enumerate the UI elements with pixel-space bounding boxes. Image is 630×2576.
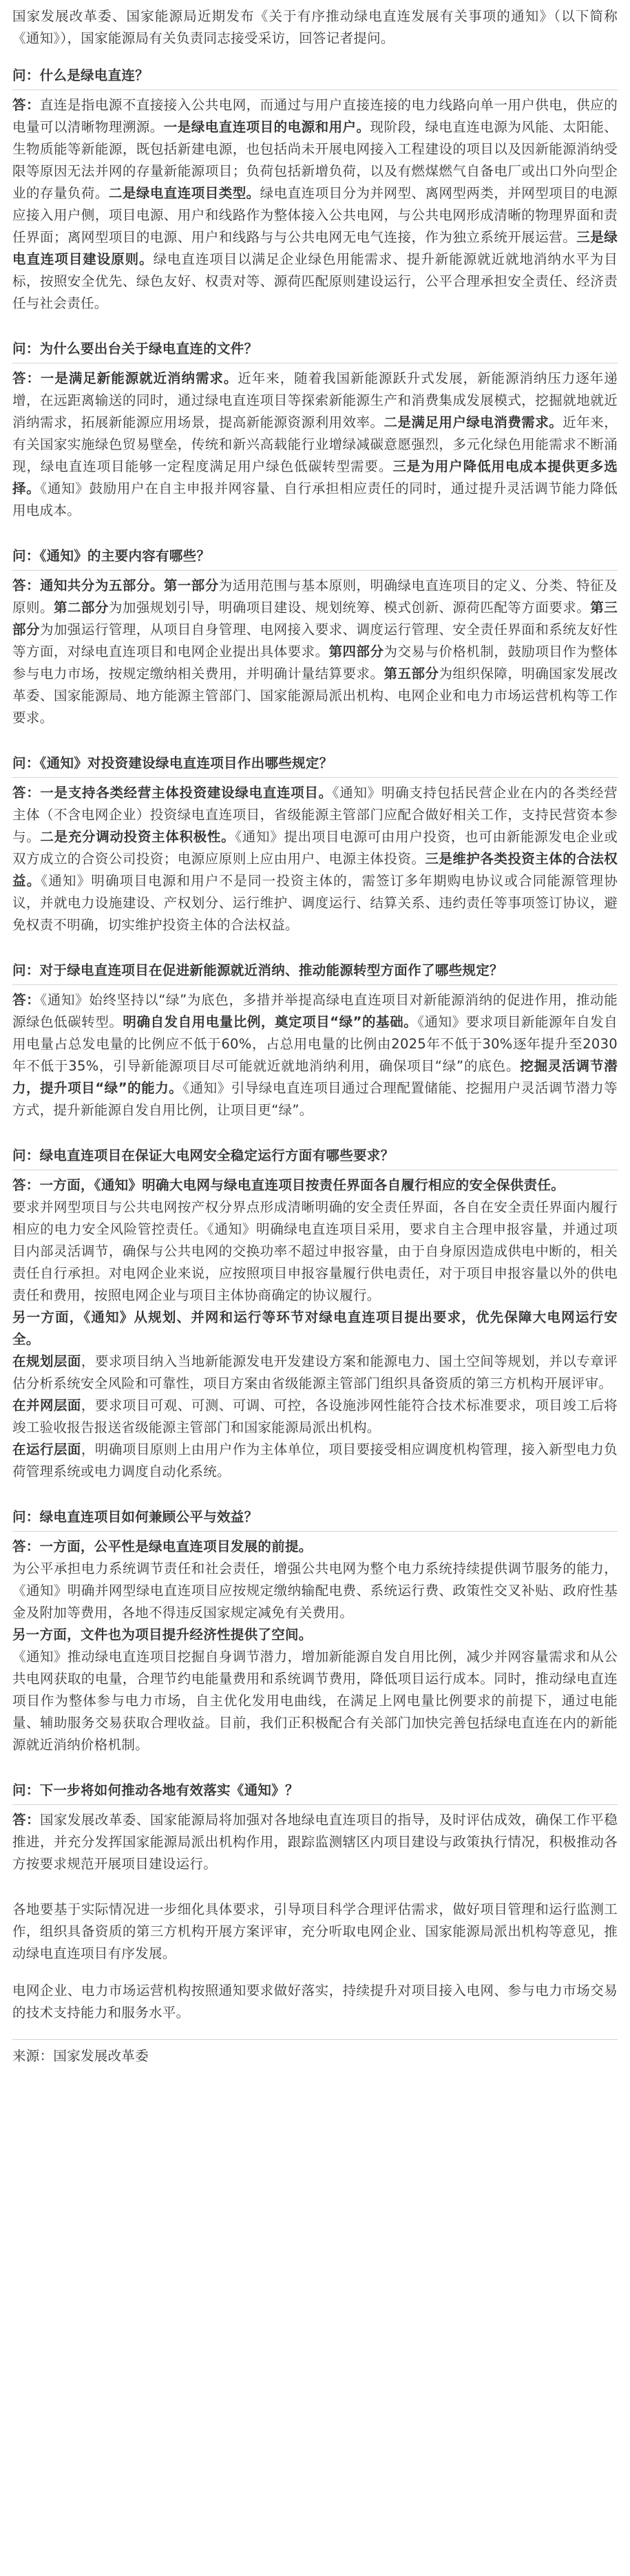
- answer-emphasis: 三是维护各类投资主体的合法权益。: [12, 851, 618, 889]
- source-text: 来源：国家发展改革委: [12, 2048, 149, 2064]
- qa-block: [12, 545, 618, 729]
- answer-text: ，明确项目原则上由用户作为主体单位，项目要接受相应调度机构管理，接入新型电力负荷管理系统或电力调度自动化系统。: [12, 1442, 618, 1479]
- answer-text: 《通知》推动绿电直连项目挖掘自身调节潜力，增加新能源自发自用比例，减少并网容量需求和从公共电网获取的电量，合理节约电能量费用和系统调节费用，降低项目运行成本。同时，推动绿电直连项目作为整体参与电力市场，自主优化发用电曲线，在满足上网电量比例要求的前提下，通过电能量、辅助服务交易获取合理收益。目前，我们正积极配合有关部门加快完善包括绿电直连在内的新能源就近消纳价格机制。: [12, 1649, 618, 1753]
- source-divider: [12, 2039, 618, 2040]
- answer-text: ，要求项目纳入当地新能源发电开发建设方案和能源电力、国土空间等规划，并以专章评估分析系统安全风险和可靠性，项目方案由省级能源主管部门组织具备资质的第三方机构开展评审。: [12, 1353, 618, 1391]
- answer-emphasis: 答：: [12, 785, 41, 801]
- answer-emphasis: 答：: [12, 97, 40, 113]
- closing-section: [12, 1899, 618, 2024]
- answer-paragraph: [12, 1307, 618, 1351]
- answer-emphasis: 第三部分: [12, 600, 618, 637]
- answer-emphasis: 另一方面，文件也为项目提升经济性提供了空间。: [12, 1627, 313, 1643]
- question-divider: [12, 1531, 618, 1532]
- answer-text: 为公平承担电力系统调节责任和社会责任，增强公共电网为整个电力系统持续提供调节服务的能力，《通知》明确并网型绿电直连项目应按规定缴纳输配电费、系统运行费、政策性交叉补贴、政府性基金及附加等费用，各地不得违反国家规定减免有关费用。: [12, 1561, 618, 1620]
- answer-text: 为适用范围与基本原则，明确绿电直连项目的定义、分类、特征及原则。: [12, 578, 618, 615]
- answer-paragraph: [12, 1536, 618, 1558]
- answer-emphasis: 答：: [12, 578, 40, 593]
- answer-text: 为加强规划引导，明确项目建设、规划统筹、模式创新、源荷匹配等方面要求。: [108, 600, 591, 615]
- answer-paragraph: [12, 1809, 618, 1875]
- answer-emphasis: 一是支持各类经营主体投资建设绿电直连项目。: [40, 785, 333, 801]
- answer-emphasis: 二是充分调动投资主体积极性。: [40, 829, 235, 845]
- answer-text: 《通知》要求项目新能源年自发自用电量占总发电量的比例应不低于60%，占总用电量的比例由2025年不低于30%逐年提升至2030年不低于35%，引导新能源项目尽可能就近就地消纳利用，确保项目“绿”的底色。: [12, 1014, 618, 1074]
- answer-text: 《通知》明确项目电源和用户不是同一投资主体的，需签订多年期购电协议或合同能源管理协议，并就电力设施建设、产权划分、运行维护、调度运行、结算关系、违约责任等事项签订协议，避免权责不明确，切实维护投资主体的合法权益。: [12, 873, 618, 933]
- answer-emphasis: 答：: [12, 1539, 40, 1554]
- answer-emphasis: 二是绿电直连项目类型。: [108, 185, 260, 201]
- answer-emphasis: 在运行层面: [12, 1442, 81, 1457]
- answer-emphasis: 三是绿电直连项目建设原则。: [12, 229, 618, 267]
- question-heading: 问：绿电直连项目在保证大电网安全稳定运行方面有哪些要求？: [12, 1148, 395, 1163]
- qa-block: [12, 65, 618, 315]
- answer-emphasis: 明确自发自用电量比例，奠定项目“绿”的基础。: [123, 1014, 418, 1030]
- answer-paragraph: [12, 94, 618, 315]
- answer-text: 绿电直连项目分为并网型、离网型两类，并网型项目的电源应接入用户侧，项目电源、用户和线路作为整体接入公共电网，与公共电网形成清晰的物理界面和责任界面；离网型项目的电源、用户和线路与与公共电网无电气连接，作为独立系统开展运营。: [12, 185, 618, 245]
- answer-paragraph: [12, 1351, 618, 1395]
- answer-paragraph: [12, 1646, 618, 1756]
- answer-text: 绿电直连项目以满足企业绿色用能需求、提升新能源就近就地消纳水平为目标，按照安全优先、绿色友好、权责对等、源荷匹配原则建设运行，公平合理承担安全责任、经济责任与社会责任。: [12, 251, 618, 311]
- closing-paragraph: 电网企业、电力市场运营机构按照通知要求做好落实，持续提升对项目接入电网、参与电力市场交易的技术支持能力和服务水平。: [12, 1983, 618, 2020]
- intro-paragraph: 国家发展改革委、国家能源局近期发布《关于有序推动绿电直连发展有关事项的通知》（以下简称《通知》），国家能源局有关负责同志接受采访，回答记者提问。: [12, 8, 618, 46]
- answer-emphasis: 一方面，公平性是绿电直连项目发展的前提。: [39, 1539, 313, 1554]
- qa-block: [12, 1145, 618, 1483]
- question-heading: 问：什么是绿电直连？: [12, 67, 149, 83]
- answer-emphasis: 在并网层面: [12, 1397, 81, 1413]
- question-heading: 问：下一步将如何推动各地有效落实《通知》？: [12, 1782, 299, 1798]
- answer-paragraph: [12, 575, 618, 729]
- answer-emphasis: 第五部分: [384, 666, 439, 682]
- question-divider: [12, 984, 618, 985]
- answer-paragraph: [12, 1174, 618, 1196]
- question-divider: [12, 570, 618, 571]
- closing-paragraph: 各地要基于实际情况进一步细化具体要求，引导项目科学合理评估需求，做好项目管理和运行监测工作，组织具备资质的第三方机构开展方案评审，充分听取电网企业、国家能源局派出机构等意见，推动绿电直连项目有序发展。: [12, 1901, 618, 1961]
- question-divider: [12, 1804, 618, 1805]
- answer-text: 近年来，随着我国新能源跃升式发展，新能源消纳压力逐年递增，在远距离输送的同时，通过绿电直连项目等探索新能源生产和消费集成发展模式，挖掘就地就近消纳需求，拓展新能源应用场景，提高新能源资源利用效率。: [12, 370, 618, 430]
- question-heading: 问：《通知》对投资建设绿电直连项目作出哪些规定？: [12, 755, 333, 771]
- answer-paragraph: [12, 989, 618, 1121]
- answer-emphasis: 第一部分: [163, 578, 219, 593]
- answer-emphasis: 第四部分: [328, 644, 384, 659]
- answer-emphasis: 二是满足用户绿电消费需求。: [384, 414, 563, 430]
- question-heading: 问：绿电直连项目如何兼顾公平与效益？: [12, 1509, 258, 1525]
- answer-text: 为交易与价格机制，鼓励项目作为整体参与电力市场，按规定缴纳相关费用，并明确计量结算要求。: [12, 644, 618, 682]
- answer-text: 为组织保障，明确国家发展改革委、国家能源局、地方能源主管部门、国家能源局派出机构、电网企业和电力市场运营机构等工作要求。: [12, 666, 618, 726]
- answer-emphasis: 挖掘灵活调节潜力，提升项目“绿”的能力。: [12, 1058, 618, 1096]
- answer-emphasis: 一是满足新能源就近消纳需求。: [40, 370, 238, 386]
- answer-text: 要求并网型项目与公共电网按产权分界点形成清晰明确的安全责任界面，各自在安全责任界面内履行相应的电力安全风险管控责任。《通知》明确绿电直连项目采用，要求自主合理申报容量，并通过项目内部灵活调节，确保与公共电网的交换功率不超过申报容量，由于自身原因造成供电中断的，相关责任自行承担。对电网企业来说，应按照项目申报容量履行供电责任，对于项目申报容量以外的供电责任和费用，按照电网企业与项目主体协商确定的协议履行。: [12, 1199, 618, 1303]
- answer-paragraph: [12, 1439, 618, 1483]
- answer-text: 为加强运行管理，从项目自身管理、电网接入要求、调度运行管理、安全责任界面和系统友好性等方面，对绿电直连项目和电网企业提出具体要求。: [12, 622, 618, 659]
- qa-block: [12, 1506, 618, 1756]
- answer-paragraph: [12, 782, 618, 936]
- qa-block: [12, 960, 618, 1121]
- question-divider: [12, 777, 618, 778]
- answer-text: 《通知》明确支持包括民营企业在内的各类经营主体（不含电网企业）投资绿电直连项目，省级能源主管部门应配合做好相关工作，支持民营资本参与。: [12, 785, 618, 845]
- answer-paragraph: [12, 1395, 618, 1439]
- answer-paragraph: [12, 368, 618, 522]
- qa-block: [12, 1780, 618, 1875]
- answer-paragraph: [12, 1624, 618, 1646]
- answer-text: 直连是指电源不直接接入公共电网，而通过与用户直接连接的电力线路向单一用户供电，供应的电量可以清晰物理溯源。: [12, 97, 618, 135]
- question-heading: 问：《通知》的主要内容有哪些？: [12, 548, 211, 564]
- answer-text: 《通知》鼓励用户在自主申报并网容量、自行承担相应责任的同时，通过提升灵活调节能力降低用电成本。: [12, 481, 618, 518]
- answer-text: 《通知》引导绿电直连项目通过合理配置储能、挖掘用户灵活调节潜力等方式，提升新能源自发自用比例，让项目更“绿”。: [12, 1080, 618, 1118]
- answer-emphasis: 一是绿电直连项目的电源和用户。: [163, 119, 370, 135]
- question-divider: [12, 89, 618, 90]
- question-heading: 问：对于绿电直连项目在促进新能源就近消纳、推动能源转型方面作了哪些规定？: [12, 962, 503, 978]
- answer-emphasis: 答：: [12, 370, 41, 386]
- answer-text: 现阶段，绿电直连电源为风能、太阳能、生物质能等新能源，既包括新建电源，也包括尚未开展电网接入工程建设的项目以及因新能源消纳受限等原因无法并网的存量新能源项目；负荷包括新增负荷，以及有燃煤燃气自备电厂或出口外向型企业的存量负荷。: [12, 119, 618, 201]
- answer-paragraph: [12, 1196, 618, 1307]
- qa-list: [12, 65, 618, 1875]
- qa-block: [12, 752, 618, 936]
- answer-text: 国家发展改革委、国家能源局将加强对各地绿电直连项目的指导，及时评估成效，确保工作平稳推进，并充分发挥国家能源局派出机构作用，跟踪监测辖区内项目建设与政策执行情况，积极推动各方按要求规范开展项目建设运行。: [12, 1812, 618, 1872]
- qa-block: [12, 338, 618, 522]
- answer-emphasis: 答：: [12, 1812, 40, 1828]
- answer-paragraph: [12, 1558, 618, 1624]
- answer-emphasis: 一方面，《通知》明确大电网与绿电直连项目按责任界面各自履行相应的安全保供责任。: [39, 1177, 565, 1193]
- answer-emphasis: 三是为用户降低用电成本提供更多选择。: [12, 458, 618, 496]
- answer-emphasis: 答：: [12, 992, 41, 1008]
- answer-emphasis: 答：: [12, 1177, 40, 1193]
- answer-text: 近年来，有关国家实施绿色贸易壁垒，传统和新兴高载能行业增绿减碳意愿强烈，多元化绿色用能需求不断涌现，绿电直连项目能够一定程度满足用户绿色低碳转型需要。: [12, 414, 618, 474]
- answer-emphasis: 第二部分: [53, 600, 109, 615]
- answer-emphasis: 通知共分为五部分。: [39, 578, 164, 593]
- answer-emphasis: 另一方面，《通知》从规划、并网和运行等环节对绿电直连项目提出要求，优先保障大电网运行安全。: [12, 1309, 618, 1347]
- question-heading: 问：为什么要出台关于绿电直连的文件？: [12, 341, 258, 357]
- answer-text: 《通知》提出项目电源可由用户投资，也可由新能源发电企业或双方成立的合资公司投资；电源应原则上应由用户、电源主体投资。: [12, 829, 618, 867]
- answer-text: 《通知》始终坚持以“绿”为底色，多措并举提高绿电直连项目对新能源消纳的促进作用，推动能源绿色低碳转型。: [12, 992, 618, 1030]
- answer-text: ，要求项目可观、可测、可调、可控，各设施涉网性能符合技术标准要求，项目竣工后将竣工验收报告报送省级能源主管部门和国家能源局派出机构。: [12, 1397, 618, 1435]
- answer-emphasis: 在规划层面: [12, 1353, 81, 1369]
